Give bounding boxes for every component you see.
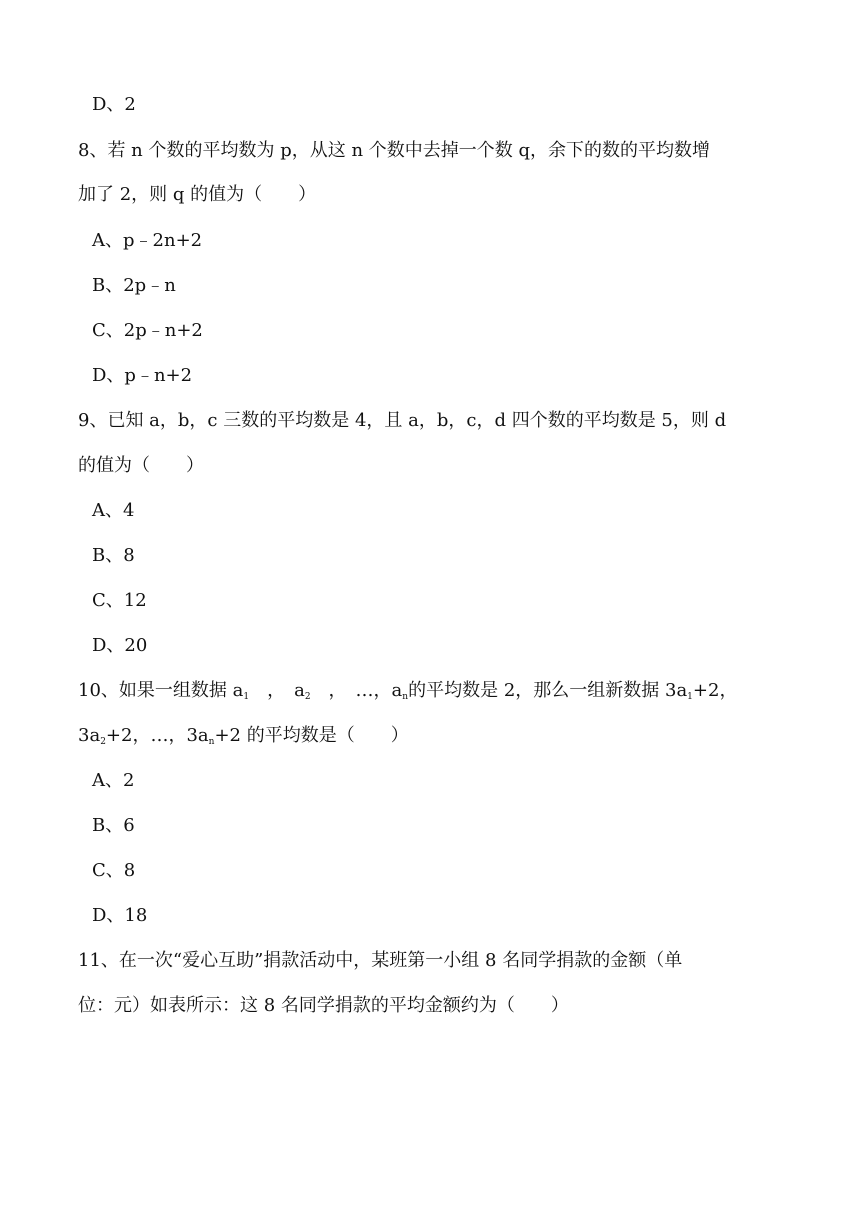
question-10-text-line-1: [78, 680, 737, 708]
question-8-option-b: B、2p﹣n: [92, 275, 176, 296]
q10-text: ， a: [249, 680, 305, 701]
subscript: n: [208, 737, 215, 747]
question-9-text-line-2: 的值为（ ）: [78, 455, 204, 476]
q10-text: +2，: [692, 680, 738, 701]
question-11-text-line-2: 位：元）如表所示：这 8 名同学捐款的平均金额约为（ ）: [78, 995, 569, 1016]
question-9-option-a: A、4: [92, 500, 135, 521]
q10-text: 10、如果一组数据 a: [78, 680, 244, 701]
question-9-text-line-1: 9、已知 a，b，c 三数的平均数是 4，且 a，b，c，d 四个数的平均数是 5，则 d: [78, 410, 727, 431]
subscript: 1: [243, 692, 250, 702]
question-7-option-d: D、2: [92, 94, 136, 115]
q10-text: +2 的平均数是（ ）: [214, 725, 409, 746]
question-11-text-line-1: 11、在一次“爱心互助”捐款活动中，某班第一小组 8 名同学捐款的金额（单: [78, 950, 683, 971]
subscript: 1: [687, 692, 693, 702]
subscript: n: [402, 692, 409, 702]
q10-text: ， …，a: [310, 680, 403, 701]
subscript: 2: [304, 692, 311, 702]
question-8-option-c: C、2p﹣n+2: [92, 320, 203, 341]
question-10-option-a: A、2: [92, 770, 135, 791]
question-10-option-c: C、8: [92, 860, 136, 881]
question-10-text-line-2: [78, 725, 409, 753]
question-10-option-b: B、6: [92, 815, 135, 836]
q10-text: +2，…，3a: [105, 725, 209, 746]
question-8-text-line-1: 8、若 n 个数的平均数为 p，从这 n 个数中去掉一个数 q，余下的数的平均数增: [78, 140, 711, 161]
question-9-option-c: C、12: [92, 590, 147, 611]
q10-text: 的平均数是 2，那么一组新数据 3a: [408, 680, 688, 701]
question-10-option-d: D、18: [92, 905, 148, 926]
question-8-text-line-2: 加了 2，则 q 的值为（ ）: [78, 184, 317, 205]
question-9-option-b: B、8: [92, 545, 135, 566]
q10-text: 3a: [78, 725, 101, 746]
question-9-option-d: D、20: [92, 635, 148, 656]
question-8-option-a: A、p﹣2n+2: [92, 230, 203, 251]
question-8-option-d: D、p﹣n+2: [92, 365, 193, 386]
subscript: 2: [100, 737, 106, 747]
